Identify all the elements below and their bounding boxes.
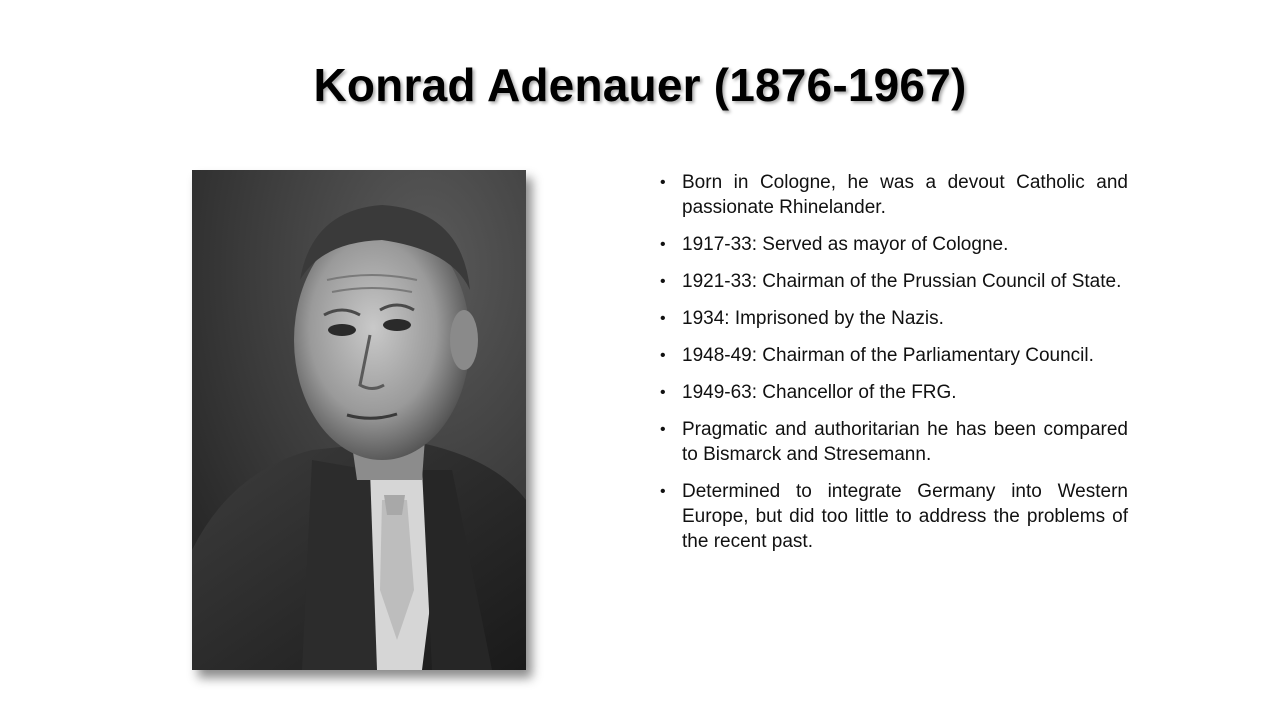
bullet-text: Pragmatic and authoritarian he has been compared to Bismarck and Stresemann.	[682, 419, 1128, 465]
list-item	[660, 170, 1128, 220]
bullet-icon: •	[660, 483, 666, 500]
bullet-icon: •	[660, 236, 666, 253]
list-item	[660, 306, 1128, 331]
list-item	[660, 343, 1128, 368]
bullet-list	[660, 170, 1128, 566]
bullet-text: 1948-49: Chairman of the Parliamentary Council.	[682, 345, 1094, 366]
list-item	[660, 232, 1128, 257]
list-item	[660, 269, 1128, 294]
bullet-icon: •	[660, 421, 666, 438]
bullet-text: 1921-33: Chairman of the Prussian Council of State.	[682, 271, 1122, 292]
bullet-text: 1934: Imprisoned by the Nazis.	[682, 308, 944, 329]
bullet-text: 1949-63: Chancellor of the FRG.	[682, 382, 957, 403]
bullet-text: Born in Cologne, he was a devout Catholic and passionate Rhinelander.	[682, 172, 1128, 218]
bullet-icon: •	[660, 384, 666, 401]
bullet-icon: •	[660, 174, 666, 191]
list-item	[660, 417, 1128, 467]
bullet-icon: •	[660, 273, 666, 290]
bullet-text: Determined to integrate Germany into Western Europe, but did too little to address the problems of the recent past.	[682, 481, 1128, 552]
portrait-photo	[192, 170, 526, 670]
bullet-text: 1917-33: Served as mayor of Cologne.	[682, 234, 1009, 255]
bullet-icon: •	[660, 347, 666, 364]
portrait-illustration	[192, 170, 526, 670]
list-item	[660, 479, 1128, 554]
slide-title: Konrad Adenauer (1876-1967)	[313, 59, 967, 111]
list-item	[660, 380, 1128, 405]
bullet-icon: •	[660, 310, 666, 327]
